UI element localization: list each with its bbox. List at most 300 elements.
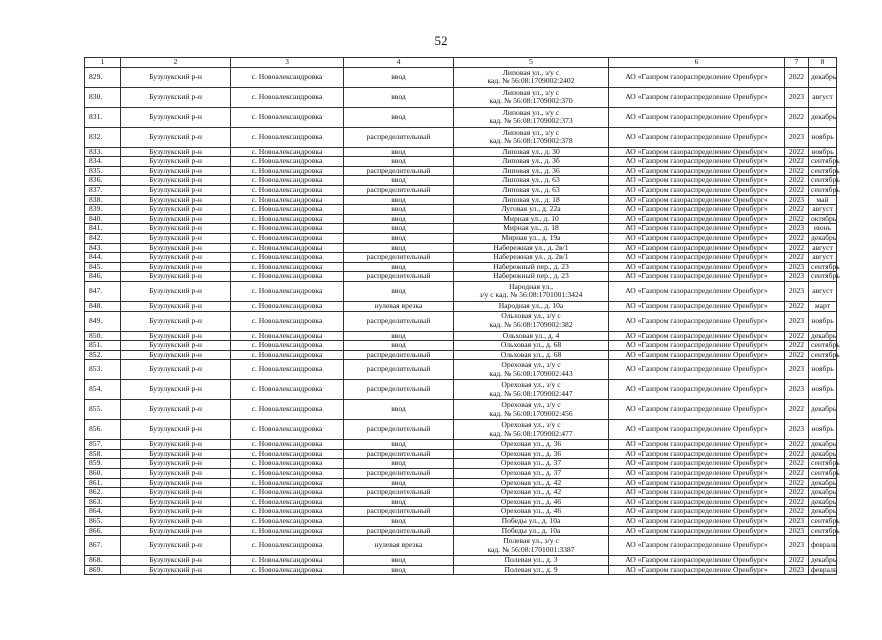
district-cell: Бузулукский р-н (121, 262, 231, 272)
month-cell: декабрь (809, 233, 837, 243)
month-cell: декабрь (809, 556, 837, 566)
locality-cell: с. Новоалександровка (231, 185, 344, 195)
district-cell: Бузулукский р-н (121, 233, 231, 243)
locality-cell: с. Новоалександровка (231, 147, 344, 157)
locality-cell: с. Новоалександровка (231, 341, 344, 351)
organization-cell: АО «Газпром газораспределение Оренбург» (609, 488, 785, 498)
table-row (85, 400, 837, 420)
district-cell: Бузулукский р-н (121, 67, 231, 87)
month-cell: декабрь (809, 400, 837, 420)
address-line: Ореховая ул., з/у с (501, 380, 561, 390)
row-number: 844. (85, 253, 121, 263)
district-cell: Бузулукский р-н (121, 380, 231, 400)
address-cell (454, 556, 609, 566)
address-cell (454, 157, 609, 167)
pipeline-type-cell: распределительный (344, 507, 454, 517)
locality-cell: с. Новоалександровка (231, 127, 344, 147)
pipeline-type-cell: ввод (344, 67, 454, 87)
address-line: кад. № 56:08:1709002:477 (489, 428, 573, 438)
year-cell: 2022 (785, 469, 809, 479)
organization-cell: АО «Газпром газораспределение Оренбург» (609, 233, 785, 243)
district-cell: Бузулукский р-н (121, 107, 231, 127)
gas-facilities-table (84, 57, 840, 575)
year-cell: 2022 (785, 331, 809, 341)
address-line: Полевая ул., д. 9 (504, 564, 558, 574)
column-number: 7 (785, 58, 809, 68)
row-number: 863. (85, 497, 121, 507)
locality-cell: с. Новоалександровка (231, 507, 344, 517)
district-cell: Бузулукский р-н (121, 253, 231, 263)
locality-cell: с. Новоалександровка (231, 311, 344, 331)
table-row (85, 526, 837, 536)
year-cell: 2023 (785, 281, 809, 301)
year-cell: 2022 (785, 341, 809, 351)
locality-cell: с. Новоалександровка (231, 459, 344, 469)
locality-cell: с. Новоалександровка (231, 233, 344, 243)
address-cell (454, 341, 609, 351)
page-number: 52 (434, 33, 448, 48)
locality-cell: с. Новоалександровка (231, 526, 344, 536)
address-line: з/у с кад. № 56:08:1701001:3424 (479, 290, 583, 300)
year-cell: 2023 (785, 127, 809, 147)
row-number: 865. (85, 517, 121, 527)
column-number: 5 (454, 58, 609, 68)
row-number: 853. (85, 360, 121, 380)
address-line: Народная ул., д. 10а (498, 300, 564, 310)
district-cell: Бузулукский р-н (121, 350, 231, 360)
row-number: 847. (85, 281, 121, 301)
address-line: Ольховая ул., д. 68 (500, 349, 562, 359)
address-cell (454, 440, 609, 450)
district-cell: Бузулукский р-н (121, 272, 231, 282)
district-cell: Бузулукский р-н (121, 87, 231, 107)
row-number: 856. (85, 420, 121, 440)
row-number: 868. (85, 556, 121, 566)
address-line: Мирная ул., д. 10 (503, 213, 559, 223)
row-number: 848. (85, 301, 121, 311)
month-cell: февраль (809, 565, 837, 575)
month-cell: декабрь (809, 488, 837, 498)
row-number: 857. (85, 440, 121, 450)
year-cell: 2022 (785, 507, 809, 517)
locality-cell: с. Новоалександровка (231, 243, 344, 253)
address-line: Ореховая ул., д. 37 (500, 468, 562, 478)
month-cell: ноябрь (809, 127, 837, 147)
address-cell (454, 488, 609, 498)
month-cell: сентябрь (809, 176, 837, 186)
month-cell: сентябрь (809, 185, 837, 195)
year-cell: 2022 (785, 459, 809, 469)
year-cell: 2022 (785, 478, 809, 488)
row-number: 838. (85, 195, 121, 205)
organization-cell: АО «Газпром газораспределение Оренбург» (609, 87, 785, 107)
table-row (85, 536, 837, 556)
row-number: 850. (85, 331, 121, 341)
year-cell: 2022 (785, 67, 809, 87)
locality-cell: с. Новоалександровка (231, 205, 344, 215)
row-number: 832. (85, 127, 121, 147)
address-line: Ореховая ул., д. 42 (500, 477, 562, 487)
pipeline-type-cell: ввод (344, 341, 454, 351)
year-cell: 2023 (785, 526, 809, 536)
table-row (85, 127, 837, 147)
year-cell: 2023 (785, 272, 809, 282)
address-line: Липовая ул., д. 36 (502, 165, 560, 175)
year-cell: 2022 (785, 233, 809, 243)
address-cell (454, 469, 609, 479)
address-line: кад. № 56:08:1709002:2402 (487, 76, 575, 86)
month-cell: ноябрь (809, 380, 837, 400)
year-cell: 2022 (785, 214, 809, 224)
address-cell (454, 107, 609, 127)
year-cell: 2023 (785, 536, 809, 556)
pipeline-type-cell: распределительный (344, 469, 454, 479)
organization-cell: АО «Газпром газораспределение Оренбург» (609, 400, 785, 420)
address-line: Ореховая ул., з/у с (501, 420, 561, 430)
district-cell: Бузулукский р-н (121, 478, 231, 488)
pipeline-type-cell: ввод (344, 517, 454, 527)
row-number: 831. (85, 107, 121, 127)
address-line: Луговая ул., д. 22а (501, 204, 561, 214)
pipeline-type-cell: ввод (344, 440, 454, 450)
address-line: кад. № 56:08:1709002:378 (489, 136, 573, 146)
locality-cell: с. Новоалександровка (231, 536, 344, 556)
row-number: 829. (85, 67, 121, 87)
locality-cell: с. Новоалександровка (231, 565, 344, 575)
column-number: 2 (121, 58, 231, 68)
address-cell (454, 67, 609, 87)
column-number: 6 (609, 58, 785, 68)
row-number: 855. (85, 400, 121, 420)
year-cell: 2022 (785, 301, 809, 311)
row-number: 859. (85, 459, 121, 469)
table-row (85, 107, 837, 127)
column-number: 4 (344, 58, 454, 68)
year-cell: 2023 (785, 262, 809, 272)
table-row (85, 380, 837, 400)
row-number: 833. (85, 147, 121, 157)
month-cell: сентябрь (809, 459, 837, 469)
organization-cell: АО «Газпром газораспределение Оренбург» (609, 565, 785, 575)
pipeline-type-cell: распределительный (344, 311, 454, 331)
address-line: Победы ул., д. 10а (501, 525, 561, 535)
locality-cell: с. Новоалександровка (231, 400, 344, 420)
locality-cell: с. Новоалександровка (231, 157, 344, 167)
organization-cell: АО «Газпром газораспределение Оренбург» (609, 449, 785, 459)
row-number: 835. (85, 166, 121, 176)
month-cell: декабрь (809, 331, 837, 341)
address-line: Липовая ул., д. 18 (502, 194, 560, 204)
month-cell: февраль (809, 536, 837, 556)
pipeline-type-cell: распределительный (344, 488, 454, 498)
locality-cell: с. Новоалександровка (231, 301, 344, 311)
year-cell: 2023 (785, 380, 809, 400)
pipeline-type-cell: распределительный (344, 127, 454, 147)
locality-cell: с. Новоалександровка (231, 253, 344, 263)
month-cell: ноябрь (809, 311, 837, 331)
organization-cell: АО «Газпром газораспределение Оренбург» (609, 360, 785, 380)
address-cell (454, 536, 609, 556)
address-cell (454, 205, 609, 215)
pipeline-type-cell: ввод (344, 556, 454, 566)
organization-cell: АО «Газпром газораспределение Оренбург» (609, 272, 785, 282)
year-cell: 2023 (785, 224, 809, 234)
table-row (85, 185, 837, 195)
row-number: 843. (85, 243, 121, 253)
year-cell: 2023 (785, 420, 809, 440)
address-line: Мирная ул., д. 19а (501, 232, 561, 242)
column-number: 3 (231, 58, 344, 68)
address-line: кад. № 56:08:1709002:370 (489, 96, 573, 106)
district-cell: Бузулукский р-н (121, 205, 231, 215)
organization-cell: АО «Газпром газораспределение Оренбург» (609, 526, 785, 536)
organization-cell: АО «Газпром газораспределение Оренбург» (609, 517, 785, 527)
organization-cell: АО «Газпром газораспределение Оренбург» (609, 262, 785, 272)
address-line: кад. № 56:08:1709002:456 (489, 408, 573, 418)
district-cell: Бузулукский р-н (121, 526, 231, 536)
year-cell: 2022 (785, 497, 809, 507)
pipeline-type-cell: ввод (344, 214, 454, 224)
organization-cell: АО «Газпром газораспределение Оренбург» (609, 195, 785, 205)
address-cell (454, 380, 609, 400)
month-cell: ноябрь (809, 420, 837, 440)
district-cell: Бузулукский р-н (121, 157, 231, 167)
table-row (85, 205, 837, 215)
year-cell: 2022 (785, 157, 809, 167)
month-cell: декабрь (809, 67, 837, 87)
address-line: Ореховая ул., з/у с (501, 400, 561, 410)
month-cell: декабрь (809, 497, 837, 507)
organization-cell: АО «Газпром газораспределение Оренбург» (609, 147, 785, 157)
locality-cell: с. Новоалександровка (231, 195, 344, 205)
year-cell: 2022 (785, 166, 809, 176)
address-cell (454, 565, 609, 575)
month-cell: декабрь (809, 449, 837, 459)
month-cell: сентябрь (809, 469, 837, 479)
address-cell (454, 185, 609, 195)
organization-cell: АО «Газпром газораспределение Оренбург» (609, 331, 785, 341)
table-row (85, 517, 837, 527)
address-line: Мирная ул., д. 18 (503, 223, 559, 233)
locality-cell: с. Новоалександровка (231, 478, 344, 488)
row-number: 851. (85, 341, 121, 351)
table-row (85, 440, 837, 450)
pipeline-type-cell: ввод (344, 87, 454, 107)
year-cell: 2022 (785, 107, 809, 127)
pipeline-type-cell: распределительный (344, 166, 454, 176)
address-cell (454, 350, 609, 360)
table-row (85, 488, 837, 498)
address-line: Ореховая ул., д. 36 (500, 439, 562, 449)
locality-cell: с. Новоалександровка (231, 262, 344, 272)
column-number: 8 (809, 58, 837, 68)
row-number: 846. (85, 272, 121, 282)
month-cell: март (809, 301, 837, 311)
row-number: 830. (85, 87, 121, 107)
pipeline-type-cell: ввод (344, 331, 454, 341)
row-number: 840. (85, 214, 121, 224)
district-cell: Бузулукский р-н (121, 331, 231, 341)
row-number: 834. (85, 157, 121, 167)
address-line: Липовая ул., з/у с (502, 127, 560, 137)
pipeline-type-cell: ввод (344, 565, 454, 575)
row-number: 862. (85, 488, 121, 498)
pipeline-type-cell: распределительный (344, 272, 454, 282)
table-row (85, 311, 837, 331)
district-cell: Бузулукский р-н (121, 195, 231, 205)
address-cell (454, 87, 609, 107)
organization-cell: АО «Газпром газораспределение Оренбург» (609, 469, 785, 479)
year-cell: 2022 (785, 185, 809, 195)
address-line: Липовая ул., д. 63 (502, 184, 560, 194)
row-number: 842. (85, 233, 121, 243)
table-row (85, 87, 837, 107)
district-cell: Бузулукский р-н (121, 507, 231, 517)
organization-cell: АО «Газпром газораспределение Оренбург» (609, 497, 785, 507)
locality-cell: с. Новоалександровка (231, 556, 344, 566)
address-cell (454, 517, 609, 527)
column-number-row (85, 58, 837, 68)
pipeline-type-cell: распределительный (344, 253, 454, 263)
month-cell: декабрь (809, 478, 837, 488)
month-cell: декабрь (809, 107, 837, 127)
address-line: Липовая ул., д. 63 (502, 175, 560, 185)
month-cell: сентябрь (809, 157, 837, 167)
month-cell: июнь (809, 224, 837, 234)
pipeline-type-cell: распределительный (344, 526, 454, 536)
row-number: 858. (85, 449, 121, 459)
address-line: Липовая ул., д. 30 (502, 146, 560, 156)
organization-cell: АО «Газпром газораспределение Оренбург» (609, 536, 785, 556)
year-cell: 2023 (785, 360, 809, 380)
district-cell: Бузулукский р-н (121, 565, 231, 575)
table-row (85, 281, 837, 301)
district-cell: Бузулукский р-н (121, 469, 231, 479)
row-number: 861. (85, 478, 121, 488)
locality-cell: с. Новоалександровка (231, 224, 344, 234)
organization-cell: АО «Газпром газораспределение Оренбург» (609, 166, 785, 176)
row-number: 867. (85, 536, 121, 556)
address-line: Ореховая ул., д. 42 (500, 487, 562, 497)
year-cell: 2023 (785, 517, 809, 527)
district-cell: Бузулукский р-н (121, 360, 231, 380)
district-cell: Бузулукский р-н (121, 176, 231, 186)
year-cell: 2022 (785, 556, 809, 566)
pipeline-type-cell: ввод (344, 497, 454, 507)
month-cell: август (809, 281, 837, 301)
locality-cell: с. Новоалександровка (231, 214, 344, 224)
row-number: 860. (85, 469, 121, 479)
month-cell: август (809, 253, 837, 263)
address-line: Победы ул., д. 10а (501, 516, 561, 526)
month-cell: ноябрь (809, 147, 837, 157)
organization-cell: АО «Газпром газораспределение Оренбург» (609, 243, 785, 253)
table-row (85, 350, 837, 360)
organization-cell: АО «Газпром газораспределение Оренбург» (609, 67, 785, 87)
district-cell: Бузулукский р-н (121, 311, 231, 331)
organization-cell: АО «Газпром газораспределение Оренбург» (609, 459, 785, 469)
pipeline-type-cell: ввод (344, 243, 454, 253)
table-body (85, 67, 840, 575)
locality-cell: с. Новоалександровка (231, 497, 344, 507)
address-cell (454, 311, 609, 331)
locality-cell: с. Новоалександровка (231, 449, 344, 459)
table-row (85, 360, 837, 380)
organization-cell: АО «Газпром газораспределение Оренбург» (609, 214, 785, 224)
organization-cell: АО «Газпром газораспределение Оренбург» (609, 556, 785, 566)
pipeline-type-cell: ввод (344, 176, 454, 186)
address-line: Набережная ул., д. 2в/1 (493, 252, 569, 262)
organization-cell: АО «Газпром газораспределение Оренбург» (609, 253, 785, 263)
organization-cell: АО «Газпром газораспределение Оренбург» (609, 157, 785, 167)
organization-cell: АО «Газпром газораспределение Оренбург» (609, 301, 785, 311)
district-cell: Бузулукский р-н (121, 497, 231, 507)
address-line: Ореховая ул., з/у с (501, 360, 561, 370)
organization-cell: АО «Газпром газораспределение Оренбург» (609, 380, 785, 400)
organization-cell: АО «Газпром газораспределение Оренбург» (609, 311, 785, 331)
address-cell (454, 253, 609, 263)
table-row (85, 272, 837, 282)
locality-cell: с. Новоалександровка (231, 67, 344, 87)
district-cell: Бузулукский р-н (121, 517, 231, 527)
organization-cell: АО «Газпром газораспределение Оренбург» (609, 205, 785, 215)
organization-cell: АО «Газпром газораспределение Оренбург» (609, 350, 785, 360)
year-cell: 2022 (785, 449, 809, 459)
pipeline-type-cell: нулевая врезка (344, 536, 454, 556)
district-cell: Бузулукский р-н (121, 400, 231, 420)
row-number: 869. (85, 565, 121, 575)
locality-cell: с. Новоалександровка (231, 360, 344, 380)
pipeline-type-cell: распределительный (344, 185, 454, 195)
year-cell: 2022 (785, 243, 809, 253)
month-cell: сентябрь (809, 341, 837, 351)
organization-cell: АО «Газпром газораспределение Оренбург» (609, 440, 785, 450)
district-cell: Бузулукский р-н (121, 301, 231, 311)
address-line: кад. № 56:08:1709002:382 (489, 320, 573, 329)
address-line: кад. № 56:08:1701001:3387 (487, 544, 575, 554)
organization-cell: АО «Газпром газораспределение Оренбург» (609, 185, 785, 195)
locality-cell: с. Новоалександровка (231, 272, 344, 282)
address-line: Ореховая ул., д. 46 (500, 506, 562, 516)
month-cell: сентябрь (809, 262, 837, 272)
pipeline-type-cell: ввод (344, 400, 454, 420)
pipeline-type-cell: ввод (344, 262, 454, 272)
table-row (85, 301, 837, 311)
month-cell: август (809, 205, 837, 215)
row-number: 854. (85, 380, 121, 400)
table-row (85, 556, 837, 566)
locality-cell: с. Новоалександровка (231, 488, 344, 498)
pipeline-type-cell: распределительный (344, 350, 454, 360)
table-row (85, 157, 837, 167)
locality-cell: с. Новоалександровка (231, 469, 344, 479)
district-cell: Бузулукский р-н (121, 127, 231, 147)
year-cell: 2023 (785, 87, 809, 107)
organization-cell: АО «Газпром газораспределение Оренбург» (609, 176, 785, 186)
locality-cell: с. Новоалександровка (231, 420, 344, 440)
district-cell: Бузулукский р-н (121, 224, 231, 234)
address-line: Полевая ул., д. 3 (504, 555, 558, 565)
year-cell: 2023 (785, 195, 809, 205)
year-cell: 2022 (785, 400, 809, 420)
pipeline-type-cell: распределительный (344, 360, 454, 380)
district-cell: Бузулукский р-н (121, 147, 231, 157)
year-cell: 2023 (785, 311, 809, 331)
month-cell: май (809, 195, 837, 205)
address-line: Полевая ул., з/у с (503, 536, 559, 546)
table-row (85, 565, 837, 575)
table-row (85, 420, 837, 440)
